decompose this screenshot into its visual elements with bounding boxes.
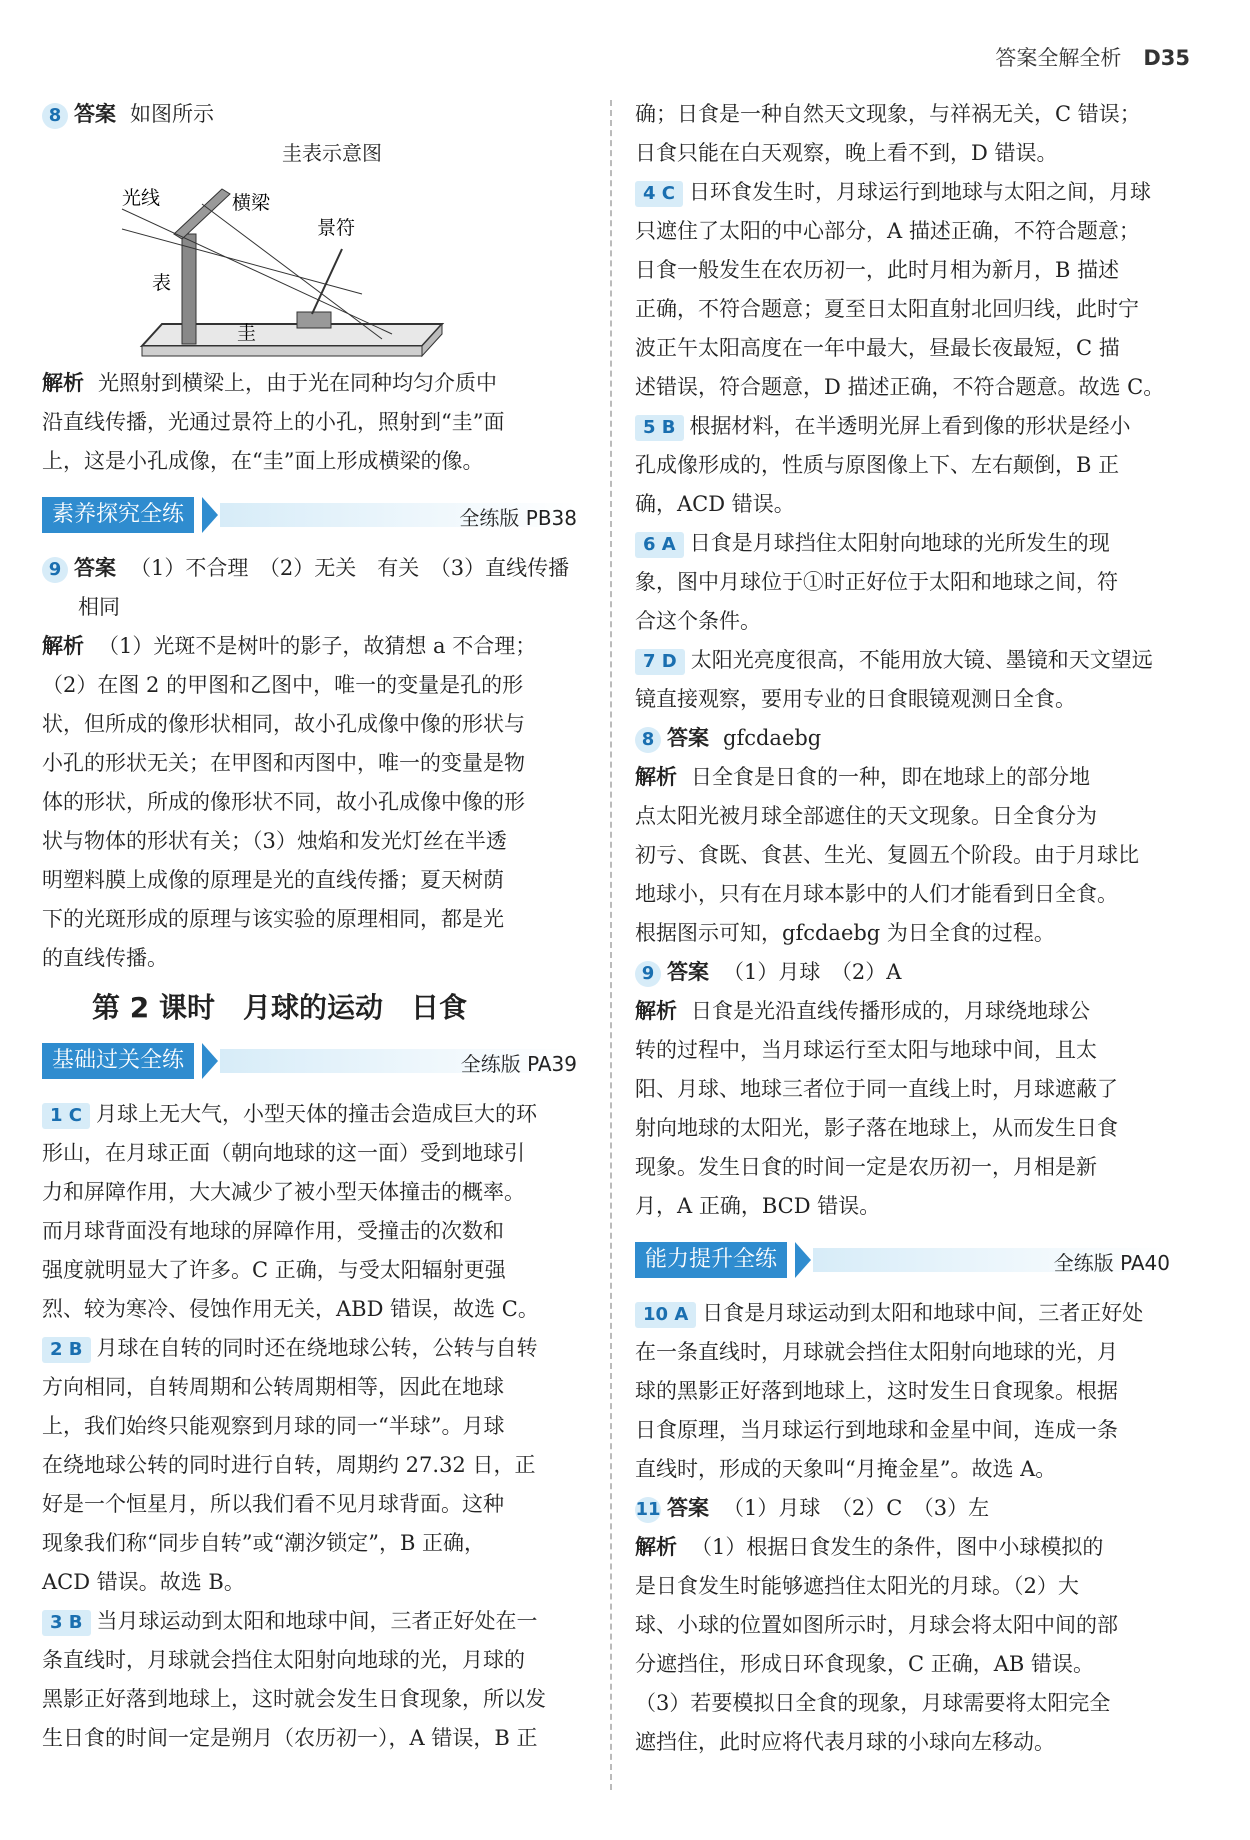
label-biao: 表 <box>152 272 172 294</box>
q7: 7 D 太阳光亮度很高，不能用放大镜、墨镜和天文望远 <box>635 641 1170 680</box>
q10: 10 A 日食是月球运动到太阳和地球中间，三者正好处 <box>635 1294 1170 1333</box>
explanation-label: 解析 <box>42 371 84 395</box>
right-column <box>635 95 1170 1762</box>
q8-answer <box>42 95 577 134</box>
q11-answer: 11 答案 （1）月球 （2）C （3）左 <box>635 1489 1170 1528</box>
text-line: 力和屏障作用，大大减少了被小型天体撞击的概率。 <box>42 1180 525 1204</box>
section-title: 答案全解全析 <box>995 46 1122 70</box>
text-line: 只遮住了太阳的中心部分，A 描述正确，不符合题意； <box>635 219 1140 243</box>
text-line: 在绕地球公转的同时进行自转，周期约 27.32 日，正 <box>42 1453 536 1477</box>
section-ref: 全练版 PB38 <box>459 506 577 530</box>
text-line: 点太阳光被月球全部遮住的天文现象。日全食分为 <box>635 804 1097 828</box>
section-band <box>42 493 577 537</box>
diagram-title: 圭表示意图 <box>282 141 382 165</box>
text-line: 条直线时，月球就会挡住太阳射向地球的光，月球的 <box>42 1648 525 1672</box>
question-number: 2 B <box>42 1337 91 1363</box>
text-line: （2）在图 2 的甲图和乙图中，唯一的变量是孔的形 <box>42 673 524 697</box>
text-line: 方向相同，自转周期和公转周期相等，因此在地球 <box>42 1375 504 1399</box>
text-line: 正确，不符合题意；夏至日太阳直射北回归线，此时宁 <box>635 297 1139 321</box>
question-number: 3 B <box>42 1610 91 1636</box>
text-line: 形山，在月球正面（朝向地球的这一面）受到地球引 <box>42 1141 525 1165</box>
text-line: 烈、较为寒冷、侵蚀作用无关，ABD 错误，故选 C。 <box>42 1297 539 1321</box>
label-gui: 圭 <box>237 322 257 344</box>
text-line: 象，图中月球位于①时正好位于太阳和地球之间，符 <box>635 570 1118 594</box>
label-beam: 横梁 <box>232 192 271 214</box>
text-line: 球、小球的位置如图所示时，月球会将太阳中间的部 <box>635 1613 1118 1637</box>
text-line: 强度就明显大了许多。C 正确，与受太阳辐射更强 <box>42 1258 506 1282</box>
text-line: 合这个条件。 <box>635 609 761 633</box>
q9-explanation: 解析 （1）光斑不是树叶的影子，故猜想 a 不合理； <box>42 634 537 658</box>
text-line: 遮挡住，此时应将代表月球的小球向左移动。 <box>635 1730 1055 1754</box>
question-number: 11 <box>635 1497 661 1523</box>
question-number: 9 <box>635 961 661 987</box>
section-label: 基础过关全练 <box>42 1043 194 1079</box>
page-header <box>995 42 1190 72</box>
section-band <box>42 1039 577 1083</box>
r-q8-explanation: 解析 日全食是日食的一种，即在地球上的部分地 <box>635 765 1090 789</box>
question-number: 6 A <box>635 532 684 558</box>
text-line: 的直线传播。 <box>42 946 168 970</box>
section-ref: 全练版 PA39 <box>460 1052 577 1076</box>
r-q9-explanation: 解析 日食是光沿直线传播形成的，月球绕地球公 <box>635 999 1090 1023</box>
question-number: 8 <box>635 727 661 753</box>
text-line: 波正午太阳高度在一年中最大，昼最长夜最短，C 描 <box>635 336 1120 360</box>
text-line: 日食只能在白天观察，晚上看不到，D 错误。 <box>635 141 1058 165</box>
text-line: 是日食发生时能够遮挡住太阳光的月球。（2）大 <box>635 1574 1079 1598</box>
text-line: 小孔的形状无关；在甲图和丙图中，唯一的变量是物 <box>42 751 525 775</box>
q6: 6 A 日食是月球挡住太阳射向地球的光所发生的现 <box>635 524 1170 563</box>
label-light: 光线 <box>122 187 161 209</box>
question-number: 9 <box>42 557 68 583</box>
text-line: 确；日食是一种自然天文现象，与祥祸无关，C 错误； <box>635 102 1141 126</box>
question-number: 1 C <box>42 1103 90 1129</box>
text-line: 月，A 正确，BCD 错误。 <box>635 1194 881 1218</box>
text-line: 地球小，只有在月球本影中的人们才能看到日全食。 <box>635 882 1118 906</box>
text-line: 明塑料膜上成像的原理是光的直线传播；夏天树荫 <box>42 868 504 892</box>
q2: 2 B 月球在自转的同时还在绕地球公转，公转与自转 <box>42 1329 577 1368</box>
text-line: 述错误，符合题意，D 描述正确，不符合题意。故选 C。 <box>635 375 1165 399</box>
text-line: 体的形状，所成的像形状不同，故小孔成像中像的形 <box>42 790 525 814</box>
text-line: 转的过程中，当月球运行至太阳与地球中间，且太 <box>635 1038 1097 1062</box>
text-line: ACD 错误。故选 B。 <box>42 1570 245 1594</box>
column-divider <box>610 100 612 1790</box>
text-line: 生日食的时间一定是朔月（农历初一），A 错误，B 正 <box>42 1726 538 1750</box>
question-number: 5 B <box>635 415 684 441</box>
text-line: 日食一般发生在农历初一，此时月相为新月，B 描述 <box>635 258 1120 282</box>
page-number: D35 <box>1143 46 1190 70</box>
q5: 5 B 根据材料，在半透明光屏上看到像的形状是经小 <box>635 407 1170 446</box>
text-line: 下的光斑形成的原理与该实验的原理相同，都是光 <box>42 907 504 931</box>
r-q9-answer: 9 答案 （1）月球 （2）A <box>635 953 1170 992</box>
q1: 1 C 月球上无大气，小型天体的撞击会造成巨大的环 <box>42 1095 577 1134</box>
text-line: 根据图示可知，gfcdaebg 为日全食的过程。 <box>635 921 1055 945</box>
q11-explanation: 解析 （1）根据日食发生的条件，图中小球模拟的 <box>635 1535 1104 1559</box>
q3: 3 B 当月球运动到太阳和地球中间，三者正好处在一 <box>42 1602 577 1641</box>
text-line: 现象我们称“同步自转”或“潮汐锁定”，B 正确， <box>42 1531 486 1555</box>
left-column <box>42 95 577 1758</box>
question-number: 10 A <box>635 1302 696 1328</box>
text-line: 初亏、食既、食甚、生光、复圆五个阶段。由于月球比 <box>635 843 1139 867</box>
question-number: 7 D <box>635 649 685 675</box>
text-line: 日食原理，当月球运行到地球和金星中间，连成一条 <box>635 1418 1118 1442</box>
text-line: 分遮挡住，形成日环食现象，C 正确，AB 错误。 <box>635 1652 1095 1676</box>
text-line: 球的黑影正好落到地球上，这时发生日食现象。根据 <box>635 1379 1118 1403</box>
answer-label: 答案 <box>74 102 116 126</box>
text-line: 相同 <box>78 595 120 619</box>
section-band <box>635 1238 1170 1282</box>
q4: 4 C 日环食发生时，月球运行到地球与太阳之间，月球 <box>635 173 1170 212</box>
gui-biao-diagram <box>42 134 577 364</box>
text-line: 好是一个恒星月，所以我们看不见月球背面。这种 <box>42 1492 504 1516</box>
answer-text: 如图所示 <box>130 102 214 126</box>
text-line: 上，这是小孔成像，在“圭”面上形成横梁的像。 <box>42 449 484 473</box>
question-number: 8 <box>42 103 68 129</box>
text-line: 而月球背面没有地球的屏障作用，受撞击的次数和 <box>42 1219 504 1243</box>
text-line: 孔成像形成的，性质与原图像上下、左右颠倒，B 正 <box>635 453 1120 477</box>
text-line: 黑影正好落到地球上，这时就会发生日食现象，所以发 <box>42 1687 546 1711</box>
q9-answer: 9 答案 （1）不合理 （2）无关 有关 （3）直线传播 <box>42 549 577 588</box>
text-line: 沿直线传播，光通过景符上的小孔，照射到“圭”面 <box>42 410 505 434</box>
lesson-title: 第 2 课时 月球的运动 日食 <box>92 991 467 1024</box>
text-line: 状与物体的形状有关；（3）烛焰和发光灯丝在半透 <box>42 829 507 853</box>
question-number: 4 C <box>635 181 683 207</box>
text-line: 上，我们始终只能观察到月球的同一“半球”。月球 <box>42 1414 505 1438</box>
label-jingfu: 景符 <box>317 217 356 239</box>
section-label: 素养探究全练 <box>42 497 194 533</box>
text-line: 直线时，形成的天象叫“月掩金星”。故选 A。 <box>635 1457 1057 1481</box>
q8-explanation: 解析 光照射到横梁上，由于光在同种均匀介质中 <box>42 371 497 395</box>
text-line: 状，但所成的像形状相同，故小孔成像中像的形状与 <box>42 712 525 736</box>
r-q8-answer: 8 答案 gfcdaebg <box>635 719 1170 758</box>
text-line: 镜直接观察，要用专业的日食眼镜观测日全食。 <box>635 687 1076 711</box>
section-ref: 全练版 PA40 <box>1053 1251 1170 1275</box>
section-label: 能力提升全练 <box>635 1242 787 1278</box>
text-line: 阳、月球、地球三者位于同一直线上时，月球遮蔽了 <box>635 1077 1118 1101</box>
text-line: 射向地球的太阳光，影子落在地球上，从而发生日食 <box>635 1116 1118 1140</box>
text-line: 在一条直线时，月球就会挡住太阳射向地球的光，月 <box>635 1340 1118 1364</box>
text-line: 确，ACD 错误。 <box>635 492 795 516</box>
text-line: 现象。发生日食的时间一定是农历初一，月相是新 <box>635 1155 1097 1179</box>
text-line: （3）若要模拟日全食的现象，月球需要将太阳完全 <box>635 1691 1111 1715</box>
